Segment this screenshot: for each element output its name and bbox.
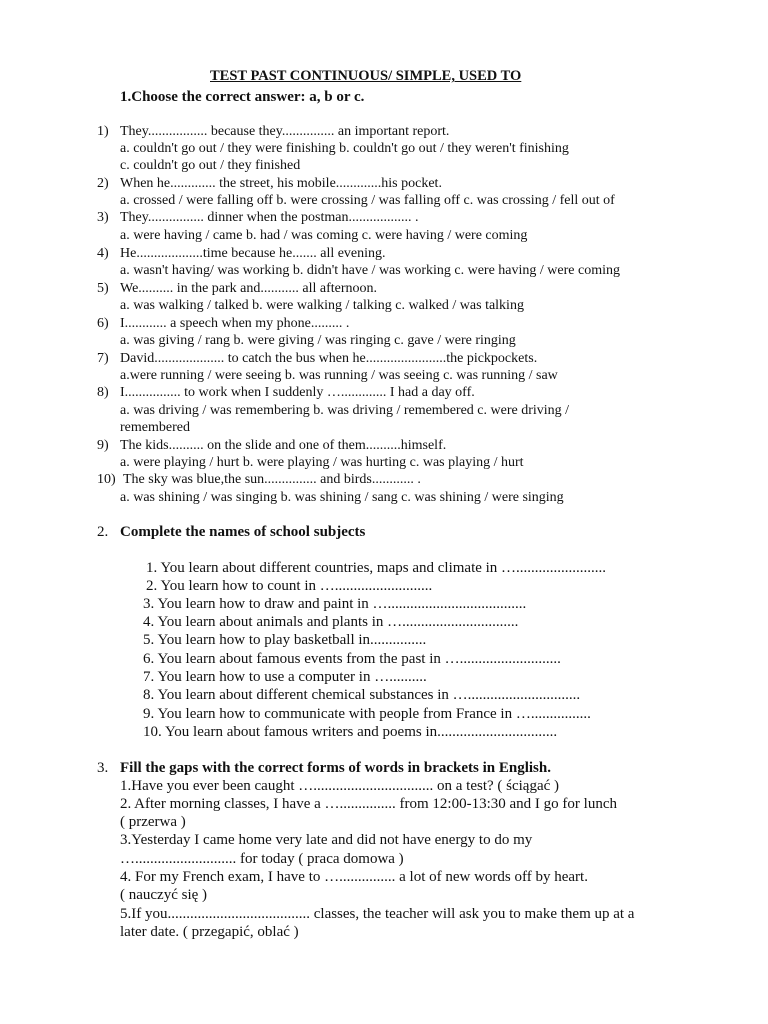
question-number: 4) (97, 246, 109, 261)
answer-options: a. was shining / was singing b. was shining / sang c. was shining / were singing (120, 490, 564, 505)
section2-heading: Complete the names of school subjects (120, 524, 366, 540)
answer-options: remembered (120, 420, 190, 435)
list-item: 4. You learn about animals and plants in …............................... (143, 614, 519, 630)
question-text: He...................time because he....... all evening. (120, 246, 386, 261)
exercise-line: 5.If you...................................... classes, the teacher will ask you to make them up at a (120, 906, 635, 922)
list-item: 8. You learn about different chemical substances in ….............................. (143, 687, 581, 703)
question-number: 3) (97, 210, 109, 225)
section3-heading: Fill the gaps with the correct forms of words in brackets in English. (120, 760, 551, 776)
exercise-line: later date. ( przegapić, oblać ) (120, 924, 299, 940)
list-item: 6. You learn about famous events from the past in …........................... (143, 651, 561, 667)
answer-options: a. wasn't having/ was working b. didn't have / was working c. were having / were coming (120, 263, 620, 278)
question-text: David.................... to catch the bus when he.......................the pickpockets. (120, 351, 538, 366)
question-number: 1) (97, 124, 109, 139)
question-text: They................. because they............... an important report. (120, 124, 450, 139)
list-item: 10. You learn about famous writers and poems in................................ (143, 724, 558, 740)
exercise-line: ( przerwa ) (120, 814, 186, 830)
list-item: 7. You learn how to use a computer in ….......... (143, 669, 427, 685)
question-text: We.......... in the park and........... all afternoon. (120, 281, 378, 296)
list-item: 9. You learn how to communicate with people from France in …................ (143, 706, 591, 722)
section1-heading: 1.Choose the correct answer: a, b or c. (120, 89, 365, 105)
section2-number: 2. (97, 524, 109, 540)
answer-options: a. couldn't go out / they were finishing b. couldn't go out / they weren't finishing (120, 141, 569, 156)
question-text: The kids.......... on the slide and one of them..........himself. (120, 438, 447, 453)
list-item: 3. You learn how to draw and paint in …..................................... (143, 596, 527, 612)
question-text: They................ dinner when the postman.................. . (120, 210, 419, 225)
exercise-line: ( nauczyć się ) (120, 887, 208, 903)
exercise-line: 3.Yesterday I came home very late and did not have energy to do my (120, 832, 533, 848)
answer-options: a. was walking / talked b. were walking / talking c. walked / was talking (120, 298, 524, 313)
answer-options: a. was driving / was remembering b. was driving / remembered c. were driving / (120, 403, 570, 418)
question-number: 8) (97, 385, 109, 400)
answer-options: a. were playing / hurt b. were playing / was hurting c. was playing / hurt (120, 455, 524, 470)
answer-options: a. was giving / rang b. were giving / was ringing c. gave / were ringing (120, 333, 516, 348)
list-item: 2. You learn how to count in ….......................... (146, 578, 433, 594)
answer-options: c. couldn't go out / they finished (120, 158, 301, 173)
list-item: 1. You learn about different countries, maps and climate in …........................ (146, 560, 607, 576)
exercise-line: 2. After morning classes, I have a …............... from 12:00-13:30 and I go for lunch (120, 796, 617, 812)
question-text: The sky was blue,the sun............... and birds............ . (123, 472, 421, 487)
question-number: 9) (97, 438, 109, 453)
answer-options: a. were having / came b. had / was coming c. were having / were coming (120, 228, 528, 243)
exercise-line: 4. For my French exam, I have to …............... a lot of new words off by heart. (120, 869, 588, 885)
question-number: 2) (97, 176, 109, 191)
question-number: 5) (97, 281, 109, 296)
question-text: I............ a speech when my phone......... . (120, 316, 350, 331)
question-number: 6) (97, 316, 109, 331)
answer-options: a. crossed / were falling off b. were crossing / was falling off c. was crossing / fell out of (120, 193, 615, 208)
question-text: I................ to work when I suddenly …............. I had a day off. (120, 385, 475, 400)
list-item: 5. You learn how to play basketball in............... (143, 632, 427, 648)
answer-options: a.were running / were seeing b. was running / was seeing c. was running / saw (120, 368, 558, 383)
section3-number: 3. (97, 760, 109, 776)
test-title: TEST PAST CONTINUOUS/ SIMPLE, USED TO (210, 68, 522, 84)
question-number: 7) (97, 351, 109, 366)
exercise-line: …........................... for today ( praca domowa ) (120, 851, 404, 867)
question-text: When he............. the street, his mobile.............his pocket. (120, 176, 442, 191)
exercise-line: 1.Have you ever been caught …................................ on a test? ( ściągać ) (120, 778, 560, 794)
question-number: 10) (97, 472, 116, 487)
